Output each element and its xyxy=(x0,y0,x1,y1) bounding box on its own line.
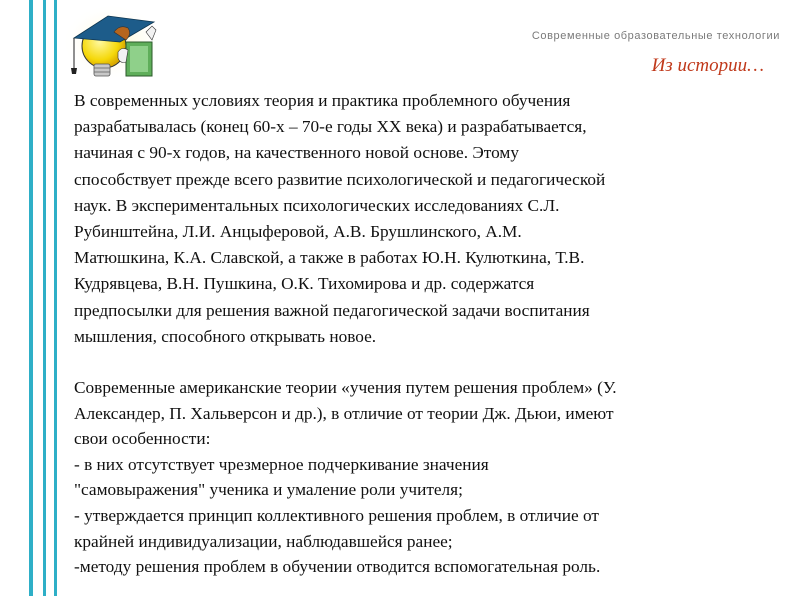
list-item: "самовыражения" ученика и умаление роли учителя; xyxy=(74,480,463,500)
decorative-vertical-line xyxy=(54,0,57,596)
text-line: В современных условиях теория и практика проблемного обучения xyxy=(74,91,571,110)
text-line: Матюшкина, К.А. Славской, а также в работах Ю.Н. Кулюткина, Т.В. xyxy=(74,248,585,268)
text-line: начиная с 90-х годов, на качественного новой основе. Этому xyxy=(74,143,519,163)
paragraph-american-theories xyxy=(74,375,774,580)
decorative-vertical-line xyxy=(43,0,46,596)
paragraph-history xyxy=(74,88,774,350)
list-item: - утверждается принцип коллективного решения проблем, в отличие от xyxy=(74,505,599,525)
text-line: Рубинштейна, Л.И. Анцыферовой, А.В. Брушлинского, А.М. xyxy=(74,222,522,242)
list-item: крайней индивидуализации, наблюдавшейся ранее; xyxy=(74,531,453,551)
text-line: свои особенности: xyxy=(74,429,211,449)
text-line: способствует прежде всего развитие психологической и педагогической xyxy=(74,169,606,189)
list-item: - в них отсутствует чрезмерное подчеркивание значения xyxy=(74,454,489,474)
presentation-subtitle: Современные образовательные технологии xyxy=(531,30,780,42)
slide-heading: Из истории… xyxy=(651,55,764,76)
list-item: -методу решения проблем в обучении отводится вспомогательная роль. xyxy=(74,557,601,577)
text-line: Современные американские теории «учения путем решения проблем» (У. xyxy=(74,378,617,397)
text-line: разрабатывалась (конец 60-х – 70-е годы XX века) и разрабатывается, xyxy=(74,117,587,137)
text-line: наук. В экспериментальных психологических исследованиях С.Л. xyxy=(74,195,560,215)
text-line: Александер, П. Хальверсон и др.), в отличие от теории Дж. Дьюи, имеют xyxy=(74,403,614,423)
text-line: мышления, способного открывать новое. xyxy=(74,326,377,346)
decorative-vertical-line xyxy=(29,0,33,596)
text-line: предпосылки для решения важной педагогической задачи воспитания xyxy=(74,300,590,320)
text-line: Кудрявцева, В.Н. Пушкина, О.К. Тихомирова и др. содержатся xyxy=(74,274,535,294)
lightbulb-graduation-cap-book-icon xyxy=(62,2,168,82)
